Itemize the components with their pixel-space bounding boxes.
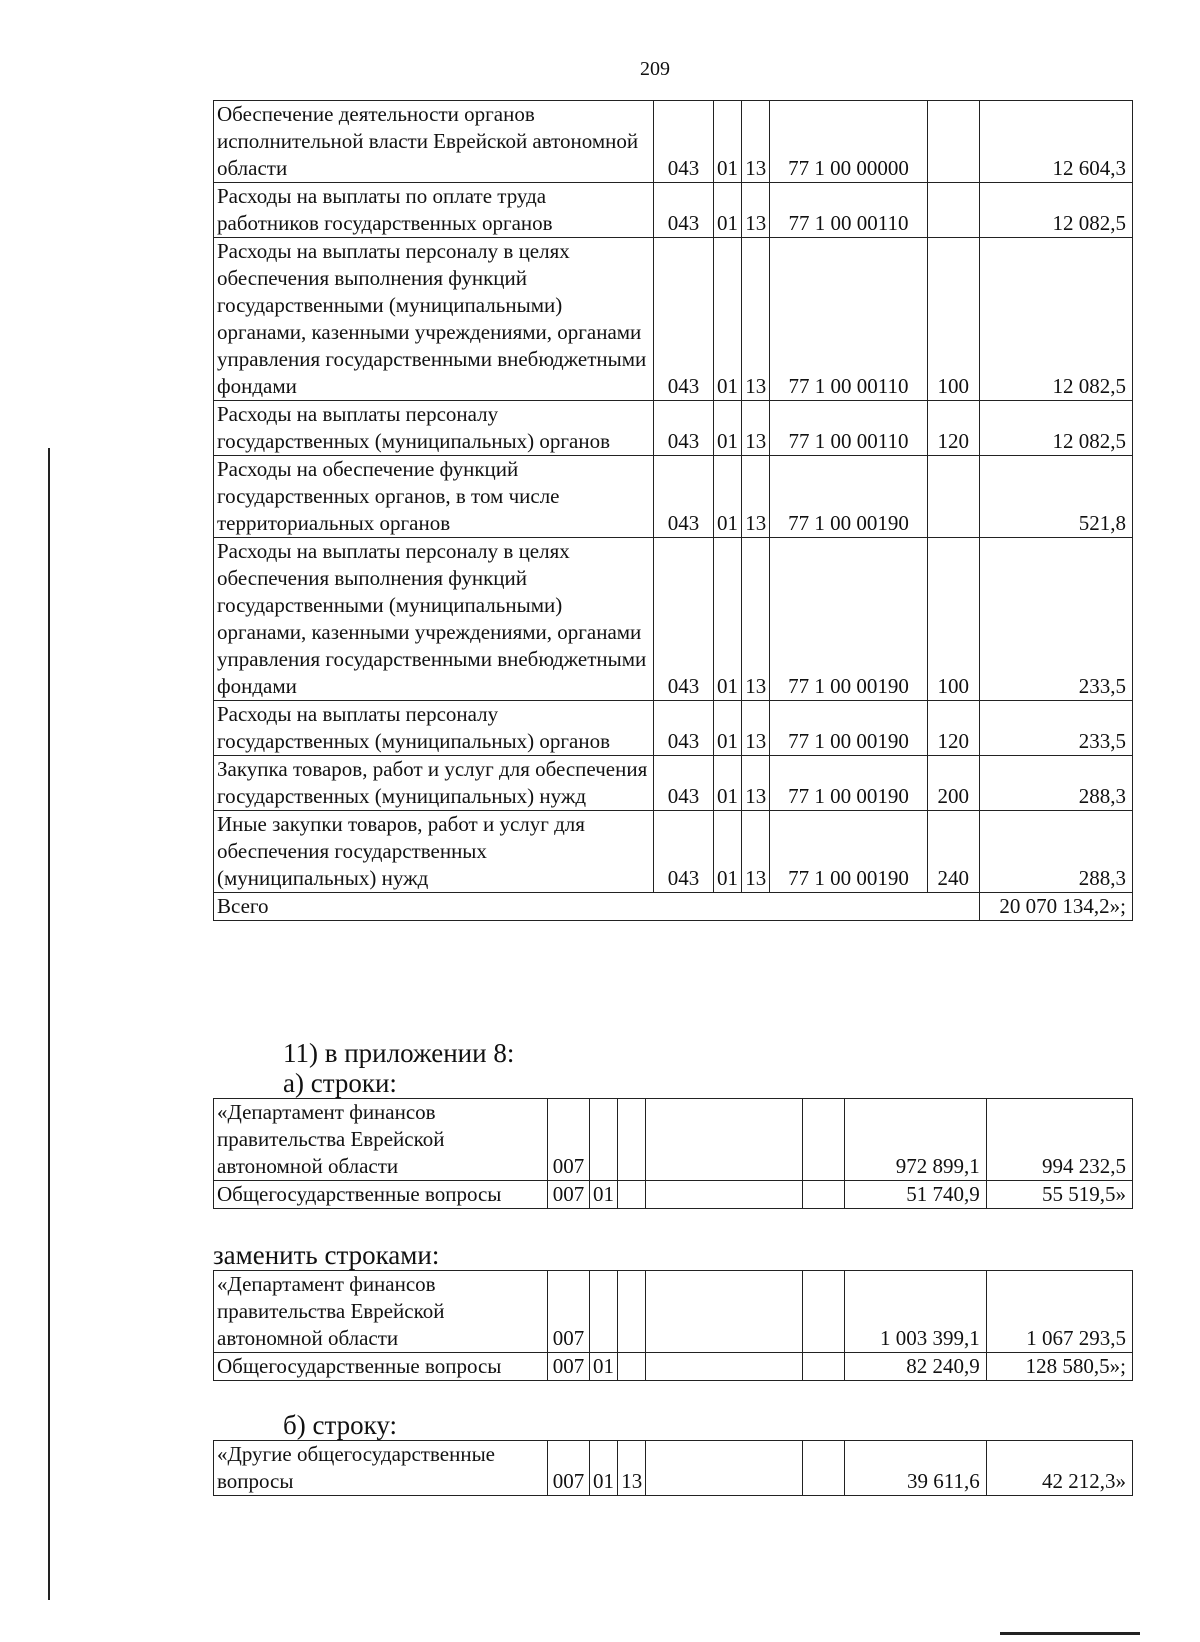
- margin-line: [48, 448, 50, 1600]
- amount: 12 082,5: [979, 238, 1132, 401]
- amount-year-2: 1 067 293,5: [986, 1271, 1132, 1353]
- total-label: Всего: [214, 893, 980, 921]
- table-row: [214, 1441, 1133, 1496]
- ministry-code: 043: [654, 756, 714, 811]
- row-name: «Другие общегосударственные вопросы: [214, 1441, 548, 1496]
- amount-year-2: 55 519,5»: [986, 1181, 1132, 1209]
- table-row: [214, 183, 1133, 238]
- target-article-code: 77 1 00 00110: [770, 401, 927, 456]
- table-row: [214, 756, 1133, 811]
- ministry-code: 043: [654, 183, 714, 238]
- total-amount: 20 070 134,2»;: [979, 893, 1132, 921]
- row-name: Расходы на выплаты персоналу в целях обеспечения выполнения функций государственными (муниципальными) органами, казенными учреждениями, органами управления государственными внебюджетными фондами: [214, 238, 654, 401]
- section-code: 01: [713, 701, 741, 756]
- amount-year-1: 82 240,9: [844, 1353, 986, 1381]
- table-row: [214, 1353, 1133, 1381]
- heading-replace-with: заменить строками:: [213, 1240, 440, 1270]
- target-article-code: [646, 1441, 803, 1496]
- subsection-code: 13: [742, 811, 770, 893]
- target-article-code: 77 1 00 00110: [770, 183, 927, 238]
- target-article-code: 77 1 00 00110: [770, 238, 927, 401]
- row-name: Расходы на обеспечение функций государственных органов, в том числе территориальных органов: [214, 456, 654, 538]
- ministry-code: 043: [654, 238, 714, 401]
- expense-type-code: [802, 1353, 844, 1381]
- amount-year-1: 1 003 399,1: [844, 1271, 986, 1353]
- heading-item-11: 11) в приложении 8:: [283, 1038, 515, 1068]
- table-row: [214, 1271, 1133, 1353]
- section-code: 01: [713, 811, 741, 893]
- subsection-code: 13: [618, 1441, 646, 1496]
- row-name: Закупка товаров, работ и услуг для обеспечения государственных (муниципальных) нужд: [214, 756, 654, 811]
- expense-type-code: 240: [927, 811, 979, 893]
- target-article-code: [646, 1181, 803, 1209]
- ministry-code: 007: [548, 1441, 590, 1496]
- amount: 12 082,5: [979, 401, 1132, 456]
- row-name: Расходы на выплаты персоналу государственных (муниципальных) органов: [214, 401, 654, 456]
- target-article-code: [646, 1353, 803, 1381]
- amount: 288,3: [979, 811, 1132, 893]
- footer-line: [1000, 1632, 1140, 1635]
- subsection-code: 13: [742, 183, 770, 238]
- amount: 521,8: [979, 456, 1132, 538]
- expense-type-code: 200: [927, 756, 979, 811]
- expense-type-code: 120: [927, 701, 979, 756]
- ministry-code: 043: [654, 538, 714, 701]
- subsection-code: 13: [742, 538, 770, 701]
- rows-to-replace-table: [213, 1098, 1133, 1209]
- section-code: 01: [589, 1353, 617, 1381]
- replacement-rows-table: [213, 1270, 1133, 1381]
- subsection-code: 13: [742, 701, 770, 756]
- ministry-code: 043: [654, 401, 714, 456]
- ministry-code: 007: [548, 1181, 590, 1209]
- section-code: 01: [713, 401, 741, 456]
- amount: 288,3: [979, 756, 1132, 811]
- subsection-code: 13: [742, 401, 770, 456]
- ministry-code: 007: [548, 1271, 590, 1353]
- section-code: 01: [713, 183, 741, 238]
- subsection-code: [618, 1181, 646, 1209]
- ministry-code: 043: [654, 701, 714, 756]
- expense-type-code: 100: [927, 238, 979, 401]
- amount-year-2: 128 580,5»;: [986, 1353, 1132, 1381]
- row-name: Иные закупки товаров, работ и услуг для обеспечения государственных (муниципальных) нужд: [214, 811, 654, 893]
- expense-type-code: [927, 101, 979, 183]
- amount: 12 082,5: [979, 183, 1132, 238]
- section-code: 01: [589, 1441, 617, 1496]
- table-row: [214, 811, 1133, 893]
- section-code: [589, 1099, 617, 1181]
- table-row: [214, 238, 1133, 401]
- expense-type-code: [802, 1271, 844, 1353]
- table-row: [214, 701, 1133, 756]
- row-name: Общегосударственные вопросы: [214, 1353, 548, 1381]
- amount-year-1: 39 611,6: [844, 1441, 986, 1496]
- table-row: [214, 538, 1133, 701]
- row-name: Расходы на выплаты персоналу в целях обеспечения выполнения функций государственными (муниципальными) органами, казенными учреждениями, органами управления государственными внебюджетными фондами: [214, 538, 654, 701]
- expense-type-code: [927, 183, 979, 238]
- section-code: [589, 1271, 617, 1353]
- row-name: «Департамент финансов правительства Еврейской автономной области: [214, 1271, 548, 1353]
- table-row: [214, 1099, 1133, 1181]
- target-article-code: 77 1 00 00000: [770, 101, 927, 183]
- row-to-change-table: [213, 1440, 1133, 1496]
- subsection-code: 13: [742, 238, 770, 401]
- expense-type-code: [927, 456, 979, 538]
- expense-type-code: 100: [927, 538, 979, 701]
- row-name: Общегосударственные вопросы: [214, 1181, 548, 1209]
- target-article-code: 77 1 00 00190: [770, 756, 927, 811]
- expense-type-code: [802, 1099, 844, 1181]
- section-code: 01: [713, 756, 741, 811]
- table-row: [214, 1181, 1133, 1209]
- ministry-code: 007: [548, 1099, 590, 1181]
- budget-table-appendix: [213, 100, 1133, 921]
- ministry-code: 043: [654, 456, 714, 538]
- expense-type-code: [802, 1181, 844, 1209]
- amount-year-1: 51 740,9: [844, 1181, 986, 1209]
- heading-subitem-a: а) строки:: [283, 1068, 397, 1098]
- target-article-code: 77 1 00 00190: [770, 701, 927, 756]
- subsection-code: [618, 1353, 646, 1381]
- expense-type-code: [802, 1441, 844, 1496]
- row-name: Обеспечение деятельности органов исполнительной власти Еврейской автономной области: [214, 101, 654, 183]
- amount: 233,5: [979, 538, 1132, 701]
- row-name: Расходы на выплаты персоналу государственных (муниципальных) органов: [214, 701, 654, 756]
- section-code: 01: [713, 101, 741, 183]
- table-row: [214, 101, 1133, 183]
- total-row: [214, 893, 1133, 921]
- ministry-code: 043: [654, 811, 714, 893]
- expense-type-code: 120: [927, 401, 979, 456]
- ministry-code: 043: [654, 101, 714, 183]
- table-row: [214, 456, 1133, 538]
- page-number: 209: [640, 58, 670, 80]
- target-article-code: [646, 1271, 803, 1353]
- table-row: [214, 401, 1133, 456]
- amount-year-2: 42 212,3»: [986, 1441, 1132, 1496]
- subsection-code: 13: [742, 756, 770, 811]
- ministry-code: 007: [548, 1353, 590, 1381]
- heading-subitem-b: б) строку:: [283, 1410, 397, 1440]
- section-code: 01: [713, 238, 741, 401]
- subsection-code: [618, 1099, 646, 1181]
- section-code: 01: [713, 456, 741, 538]
- subsection-code: 13: [742, 456, 770, 538]
- subsection-code: [618, 1271, 646, 1353]
- amount: 12 604,3: [979, 101, 1132, 183]
- amount: 233,5: [979, 701, 1132, 756]
- amount-year-2: 994 232,5: [986, 1099, 1132, 1181]
- target-article-code: [646, 1099, 803, 1181]
- target-article-code: 77 1 00 00190: [770, 811, 927, 893]
- amount-year-1: 972 899,1: [844, 1099, 986, 1181]
- target-article-code: 77 1 00 00190: [770, 456, 927, 538]
- section-code: 01: [589, 1181, 617, 1209]
- row-name: Расходы на выплаты по оплате труда работников государственных органов: [214, 183, 654, 238]
- row-name: «Департамент финансов правительства Еврейской автономной области: [214, 1099, 548, 1181]
- subsection-code: 13: [742, 101, 770, 183]
- section-code: 01: [713, 538, 741, 701]
- target-article-code: 77 1 00 00190: [770, 538, 927, 701]
